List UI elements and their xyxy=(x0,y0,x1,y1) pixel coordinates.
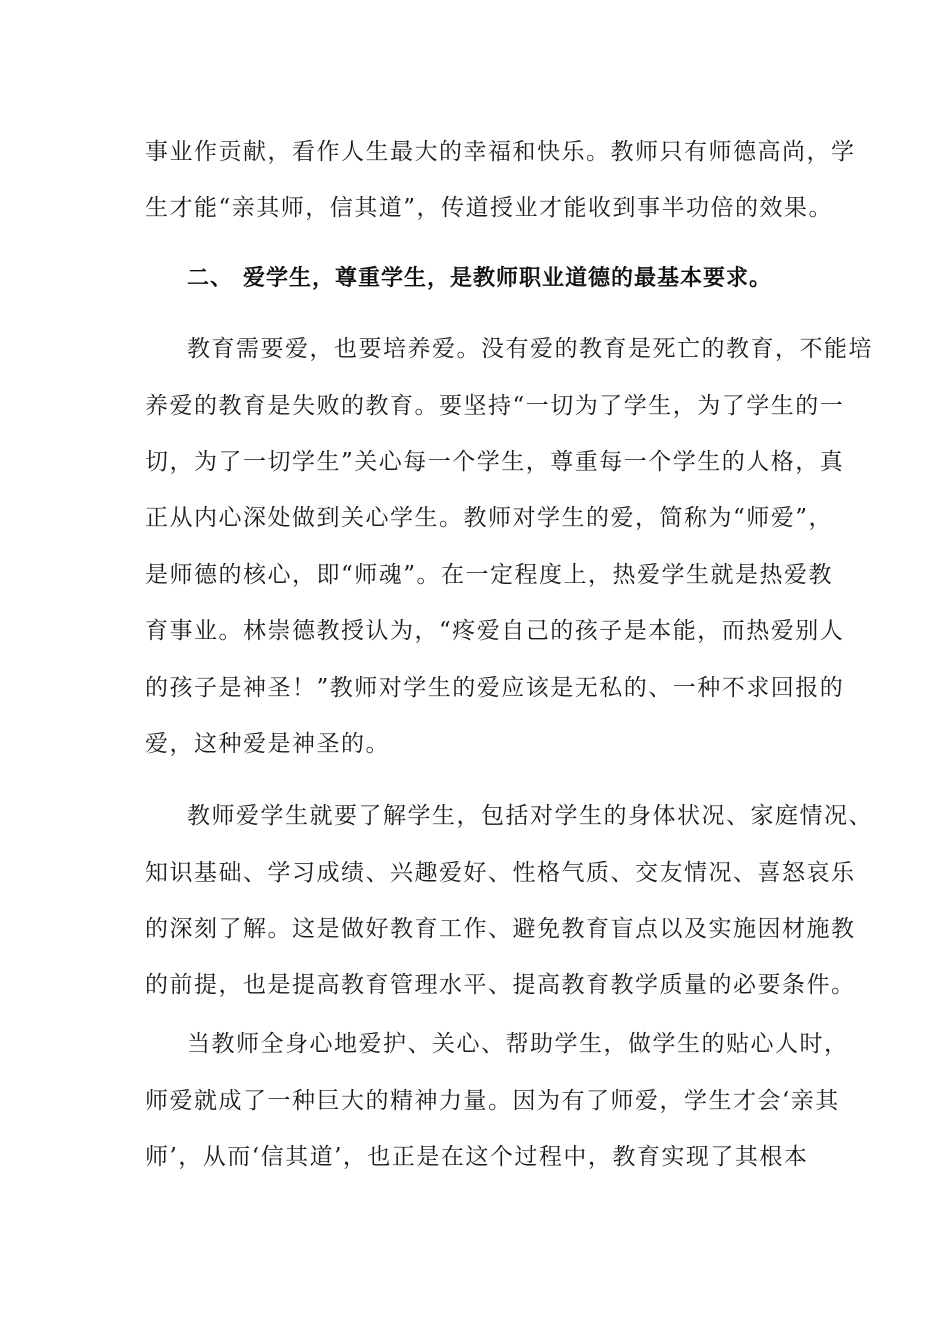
text-line: 事业作贡献，看作人生最大的幸福和快乐。教师只有师德高尚，学 xyxy=(145,139,856,165)
paragraph-line: 养爱的教育是失败的教育。要坚持“一切为了学生，为了学生的一 xyxy=(145,393,845,419)
paragraph-line: 知识基础、学习成绩、兴趣爱好、性格气质、交友情况、喜怒哀乐 xyxy=(145,860,856,886)
paragraph-line: 正从内心深处做到关心学生。教师对学生的爱，简称为“师爱”， xyxy=(145,505,834,531)
section-number: 二、 xyxy=(187,266,234,291)
paragraph-line: 当教师全身心地爱护、关心、帮助学生，做学生的贴心人时， xyxy=(187,1031,849,1057)
section-title: 爱学生，尊重学生，是教师职业道德的最基本要求。 xyxy=(243,266,773,291)
section-heading xyxy=(187,264,772,294)
paragraph-line: 教师爱学生就要了解学生，包括对学生的身体状况、家庭情况、 xyxy=(187,803,873,829)
paragraph-line: 是师德的核心，即“师魂”。在一定程度上，热爱学生就是热爱教 xyxy=(145,562,834,588)
paragraph-line: 的深刻了解。这是做好教育工作、避免教育盲点以及实施因材施教 xyxy=(145,916,856,942)
paragraph-line: 育事业。林崇德教授认为，“疼爱自己的孩子是本能，而热爱别人 xyxy=(145,618,845,644)
paragraph-line: 师爱就成了一种巨大的精神力量。因为有了师爱，学生才会‘亲其 xyxy=(145,1088,840,1114)
paragraph-line: 爱，这种爱是神圣的。 xyxy=(145,731,390,757)
paragraph-line: 教育需要爱，也要培养爱。没有爱的教育是死亡的教育，不能培 xyxy=(187,336,873,362)
text-line: 生才能“亲其师，信其道”，传道授业才能收到事半功倍的效果。 xyxy=(145,195,834,221)
paragraph-line: 的孩子是神圣！”教师对学生的爱应该是无私的、一种不求回报的 xyxy=(145,675,845,701)
paragraph-line: 切，为了一切学生”关心每一个学生，尊重每一个学生的人格，真 xyxy=(145,449,845,475)
paragraph-line: 师’，从而‘信其道’，也正是在这个过程中，教育实现了其根本 xyxy=(145,1144,809,1170)
paragraph-line: 的前提，也是提高教育管理水平、提高教育教学质量的必要条件。 xyxy=(145,972,856,998)
